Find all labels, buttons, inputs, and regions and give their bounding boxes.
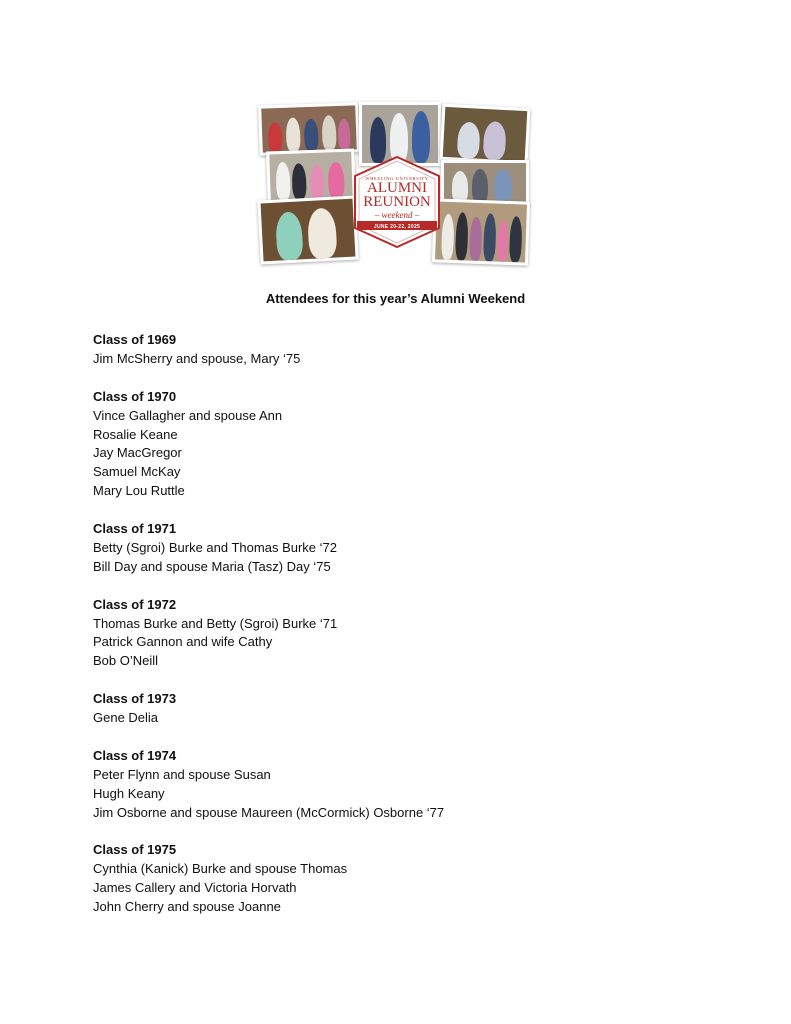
attendee-name: James Callery and Victoria Horvath — [93, 880, 297, 896]
attendee-name: Samuel McKay — [93, 464, 181, 480]
class-title: Class of 1969 — [93, 332, 177, 347]
attendee-name: John Cherry and spouse Joanne — [93, 899, 281, 915]
reunion-photo-collage — [255, 100, 531, 266]
badge-title-line1: ALUMNI — [367, 180, 427, 196]
badge-dates: JUNE 20-22, 2025 — [373, 224, 421, 230]
attendee-name: Peter Flynn and spouse Susan — [93, 766, 271, 782]
class-title: Class of 1974 — [93, 747, 177, 763]
alumni-reunion-badge — [351, 156, 443, 248]
class-group-1971 — [93, 520, 444, 577]
class-title: Class of 1973 — [93, 691, 177, 707]
attendee-name: Mary Lou Ruttle — [93, 483, 185, 499]
class-group-1973 — [93, 690, 444, 728]
attendee-name: Thomas Burke and Betty (Sgroi) Burke ‘71 — [93, 615, 338, 631]
class-title: Class of 1975 — [93, 842, 177, 858]
attendee-name: Betty (Sgroi) Burke and Thomas Burke ‘72 — [93, 539, 337, 555]
attendee-name: Jim McSherry and spouse, Mary ‘75 — [93, 350, 301, 366]
attendee-list — [93, 331, 444, 936]
class-group-1974 — [93, 747, 444, 823]
attendee-name: Rosalie Keane — [93, 426, 178, 442]
attendee-name: Gene Delia — [93, 710, 159, 726]
reunion-photo — [440, 104, 531, 165]
reunion-photo — [257, 195, 358, 264]
attendee-name: Patrick Gannon and wife Cathy — [93, 634, 273, 650]
attendee-name: Jim Osborne and spouse Maureen (McCormick) Osborne ‘77 — [93, 804, 445, 820]
attendee-name: Hugh Keany — [93, 785, 165, 801]
reunion-photo — [258, 102, 360, 155]
class-group-1969 — [93, 331, 444, 369]
class-group-1975 — [93, 841, 444, 917]
attendee-name: Jay MacGregor — [93, 445, 182, 461]
attendee-name: Bill Day and spouse Maria (Tasz) Day ‘75 — [93, 558, 331, 574]
class-title: Class of 1970 — [93, 388, 177, 404]
class-title: Class of 1972 — [93, 596, 177, 612]
class-group-1970 — [93, 388, 444, 501]
class-group-1972 — [93, 596, 444, 672]
reunion-photo — [432, 198, 530, 265]
badge-subtitle: – weekend – — [374, 210, 420, 220]
badge-title-line2: REUNION — [363, 194, 431, 210]
page-heading: Attendees for this year’s Alumni Weekend — [265, 291, 526, 306]
attendee-name: Vince Gallagher and spouse Ann — [93, 407, 283, 423]
attendee-name: Cynthia (Kanick) Burke and spouse Thomas — [93, 861, 348, 877]
attendee-name: Bob O’Neill — [93, 653, 159, 669]
class-title: Class of 1971 — [93, 521, 177, 537]
badge-university: WHEELING UNIVERSITY — [365, 176, 429, 181]
